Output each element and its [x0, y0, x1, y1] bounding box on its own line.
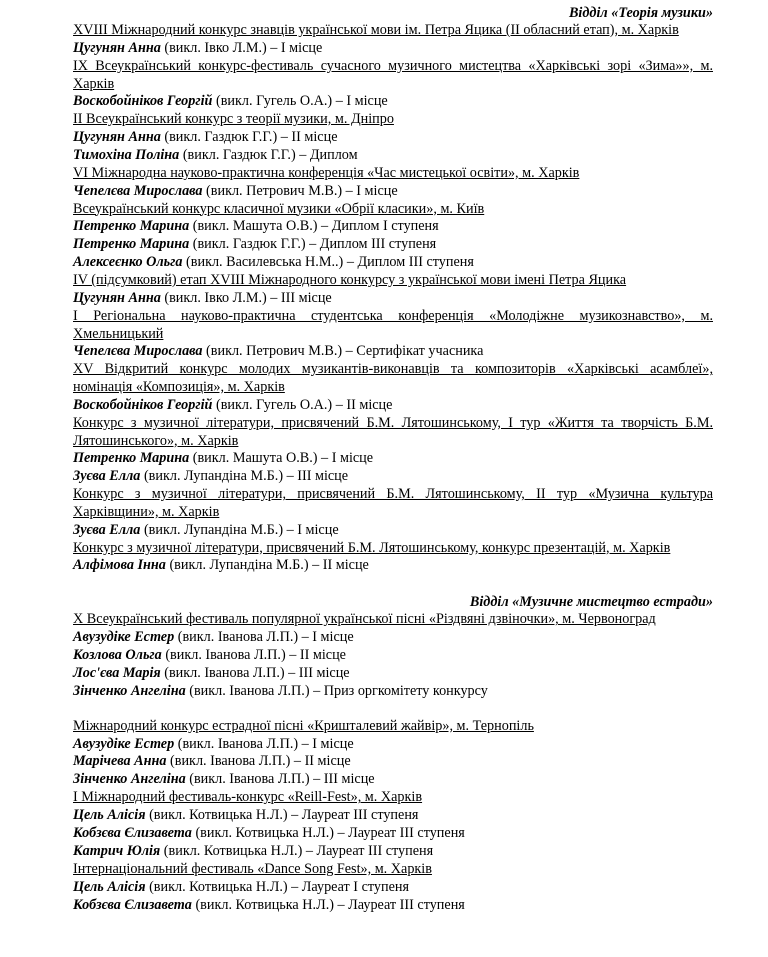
department-heading: Відділ «Музичне мистецтво естради»: [469, 594, 713, 611]
participant-name: Петренко Марина: [73, 236, 190, 253]
document-content: [73, 4, 713, 914]
competition-title: X Всеукраїнський фестиваль популярної української пісні «Різдвяні дзвіночки», м. Червоноград: [73, 611, 656, 628]
competition-title: XVIII Міжнародний конкурс знавців української мови ім. Петра Яцика (ІІ обласний етап), м. Харків: [73, 22, 679, 38]
competition-title: IX Всеукраїнський конкурс-фестиваль сучасного музичного мистецтва «Харківські зорі «Зима»», м. Харків: [73, 57, 713, 92]
result-line: [73, 647, 713, 665]
participant-name: Кобзєва Єлизавета: [73, 824, 192, 841]
section-spacer: [73, 575, 713, 593]
result-detail: (викл. Іванова Л.П.) – ІІІ місце: [185, 771, 375, 788]
result-line: [73, 218, 713, 236]
result-detail: (викл. Газдюк Г.Г.) – Диплом ІІІ ступеня: [189, 236, 437, 253]
result-detail: (викл. Івко Л.М.) – І місце: [160, 39, 323, 56]
result-line: [73, 665, 713, 683]
competition-title: Всеукраїнський конкурс класичної музики «Обрії класики», м. Київ: [73, 200, 485, 217]
participant-name: Цель Алісія: [73, 878, 146, 895]
competition-title: І Регіональна науково-практична студентська конференція «Молодіжне музикознавство», м. Хмельницький: [73, 307, 713, 342]
result-detail: (викл. Газдюк Г.Г.) – Диплом: [179, 146, 358, 163]
result-detail: (викл. Котвицька Н.Л.) – Лауреат ІІІ ступеня: [191, 896, 465, 913]
competition-title: Конкурс з музичної літератури, присвячений Б.М. Лятошинському, ІІ тур «Музична культура Харківщини», м. Харків: [73, 486, 713, 520]
participant-name: Цугунян Анна: [73, 289, 161, 306]
participant-name: Цель Алісія: [73, 807, 146, 824]
participant-name: Зуєва Елла: [73, 468, 141, 485]
result-detail: (викл. Іванова Л.П.) – І місце: [174, 735, 354, 752]
participant-name: Тимохіна Поліна: [73, 146, 180, 163]
result-line: [73, 183, 713, 201]
result-line: [73, 736, 713, 754]
result-line: [73, 93, 713, 111]
result-line: [73, 397, 713, 415]
result-detail: (викл. Іванова Л.П.) – Приз оргкомітету конкурсу: [185, 682, 488, 699]
result-line: [73, 343, 713, 361]
result-detail: (викл. Машута О.В.) – І місце: [189, 450, 374, 467]
result-detail: (викл. Газдюк Г.Г.) – ІІ місце: [160, 129, 338, 145]
result-detail: (викл. Котвицька Н.Л.) – Лауреат ІІІ ступеня: [160, 842, 434, 859]
result-detail: (викл. Лупандіна М.Б.) – ІІІ місце: [140, 468, 349, 485]
competition-title: XV Відкритий конкурс молодих музикантів-виконавців та композиторів «Харківські асамблеї», номінація «Композиція», м. Харків: [73, 361, 713, 396]
result-line: [73, 807, 713, 825]
participant-name: Чепелєва Мирослава: [73, 343, 203, 360]
result-line: [73, 129, 713, 147]
result-line: [73, 522, 713, 540]
competition-title: І Міжнародний фестиваль-конкурс «Reill-Fest», м. Харків: [73, 789, 423, 806]
result-line: [73, 771, 713, 789]
result-line: [73, 468, 713, 486]
competition-title: Міжнародний конкурс естрадної пісні «Кришталевий жайвір», м. Тернопіль: [73, 717, 534, 734]
participant-name: Лос'єва Марія: [73, 664, 161, 681]
participant-name: Зінченко Ангеліна: [73, 771, 186, 788]
result-detail: (викл. Івко Л.М.) – ІІІ місце: [160, 289, 332, 306]
blank-line: [73, 701, 713, 718]
result-line: [73, 236, 713, 254]
result-line: [73, 843, 713, 861]
result-detail: (викл. Іванова Л.П.) – ІІ місце: [166, 753, 351, 770]
participant-name: Алфімова Інна: [73, 557, 166, 574]
result-detail: (викл. Лупандіна М.Б.) – І місце: [140, 521, 339, 538]
result-line: [73, 897, 713, 915]
competition-title: Конкурс з музичної літератури, присвячений Б.М. Лятошинському, І тур «Життя та творчість Б.М. Лятошинського», м. Харків: [73, 414, 713, 449]
competition-title: Інтернаціональний фестиваль «Dance Song Fest», м. Харків: [73, 860, 432, 877]
result-detail: (викл. Петрович М.В.) – І місце: [202, 182, 398, 199]
competition-title: Конкурс з музичної літератури, присвячений Б.М. Лятошинському, конкурс презентацій, м. Харків: [73, 539, 671, 556]
competition-title: IV (підсумковий) етап XVIII Міжнародного конкурсу з української мови імені Петра Яцика: [73, 272, 627, 289]
participant-name: Цугунян Анна: [73, 39, 161, 56]
participant-name: Воскобойніков Георгій: [73, 396, 213, 413]
result-line: [73, 254, 713, 272]
result-detail: (викл. Котвицька Н.Л.) – Лауреат ІІІ ступеня: [145, 807, 419, 824]
participant-name: Петренко Марина: [73, 218, 190, 235]
result-detail: (викл. Іванова Л.П.) – ІІ місце: [161, 647, 346, 664]
result-detail: (викл. Іванова Л.П.) – ІІІ місце: [160, 664, 350, 681]
participant-name: Петренко Марина: [73, 450, 190, 467]
result-line: [73, 825, 713, 843]
participant-name: Козлова Ольга: [73, 647, 162, 664]
result-detail: (викл. Машута О.В.) – Диплом І ступеня: [189, 218, 439, 235]
result-line: [73, 753, 713, 771]
result-line: [73, 147, 713, 165]
section-0: [73, 4, 713, 575]
result-detail: (викл. Василевська Н.М..) – Диплом ІІІ ступеня: [182, 254, 474, 271]
result-detail: (викл. Іванова Л.П.) – І місце: [174, 629, 354, 646]
participant-name: Алексеєнко Ольга: [73, 254, 183, 271]
result-detail: (викл. Лупандіна М.Б.) – ІІ місце: [165, 557, 369, 574]
participant-name: Чепелєва Мирослава: [73, 182, 203, 199]
section-1: [73, 575, 713, 914]
participant-name: Авузудіке Естер: [73, 735, 175, 752]
department-heading: Відділ «Теорія музики»: [568, 5, 713, 21]
participant-name: Авузудіке Естер: [73, 629, 175, 646]
result-line: [73, 450, 713, 468]
result-line: [73, 557, 713, 575]
result-detail: (викл. Петрович М.В.) – Сертифікат учасника: [202, 343, 484, 360]
result-line: [73, 290, 713, 308]
participant-name: Воскобойніков Георгій: [73, 93, 213, 110]
result-detail: (викл. Котвицька Н.Л.) – Лауреат І ступеня: [145, 878, 409, 895]
competition-title: VI Міжнародна науково-практична конференція «Час мистецької освіти», м. Харків: [73, 164, 580, 181]
participant-name: Катрич Юлія: [73, 842, 161, 859]
participant-name: Цугунян Анна: [73, 129, 161, 145]
participant-name: Марічева Анна: [73, 753, 167, 770]
participant-name: Зінченко Ангеліна: [73, 682, 186, 699]
result-detail: (викл. Гугель О.А.) – І місце: [212, 93, 388, 110]
result-line: [73, 40, 713, 58]
participant-name: Кобзєва Єлизавета: [73, 896, 192, 913]
competition-title: ІІ Всеукраїнський конкурс з теорії музики, м. Дніпро: [73, 111, 394, 128]
participant-name: Зуєва Елла: [73, 521, 141, 538]
result-line: [73, 683, 713, 701]
result-line: [73, 879, 713, 897]
result-detail: (викл. Котвицька Н.Л.) – Лауреат ІІІ ступеня: [191, 824, 465, 841]
result-line: [73, 629, 713, 647]
result-detail: (викл. Гугель О.А.) – ІІ місце: [212, 396, 393, 413]
